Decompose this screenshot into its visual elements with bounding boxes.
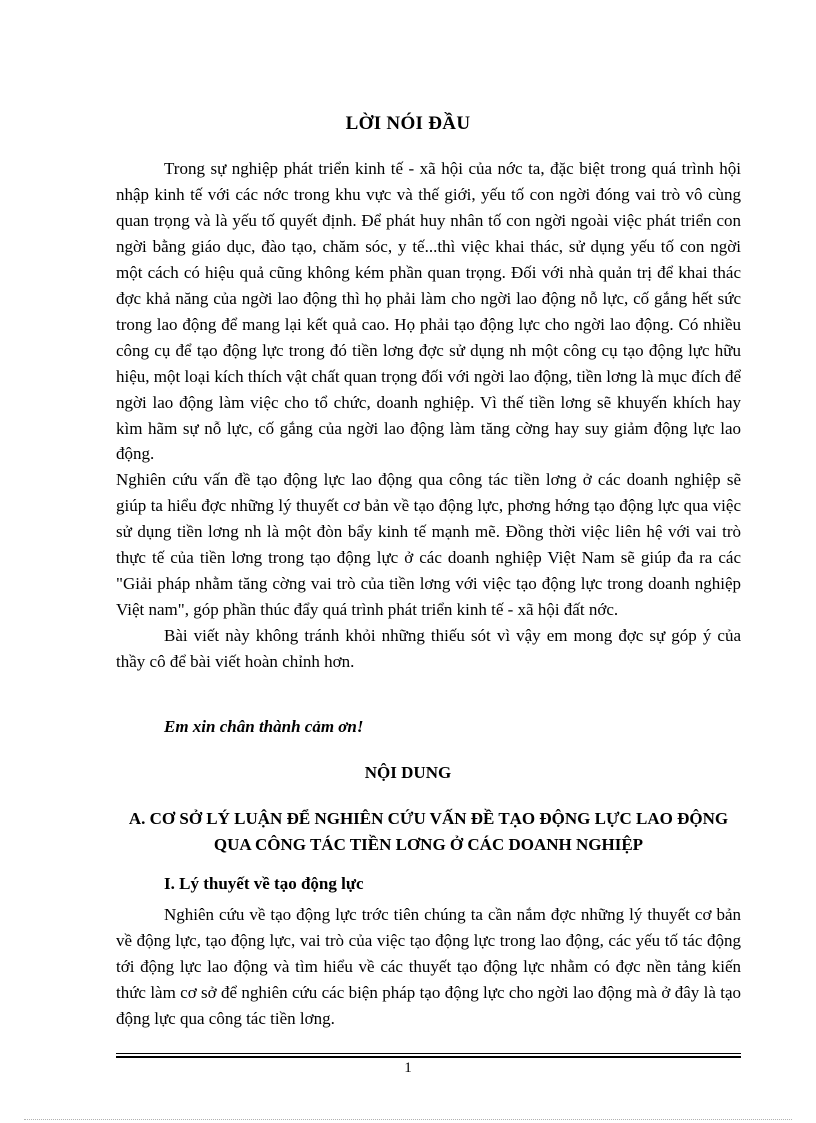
intro-paragraph: Trong sự nghiệp phát triển kinh tế - xã hội của nớc ta, đặc biệt trong quá trình hội nhập kinh tế với các nớc trong khu vực và thế giới, yếu tố con ngời đóng vai trò vô cùng quan trọng và là yếu tố quyết định. Để phát huy nhân tố con ngời ngoài việc phát triển con ngời bằng giáo dục, đào tạo, chăm sóc, y tế...thì việc khai thác, sử dụng yếu tố con ngời một cách có hiệu quả cũng không kém phần quan trọng. Đối với nhà quản trị để khai thác đợc khả năng của ngời lao động thì họ phải làm cho ngời lao động nỗ lực, cố gắng hết sức trong lao động để mang lại kết quả cao. Họ phải tạo động lực cho ngời lao động. Có nhiều công cụ để tạo động lực trong đó tiền lơng đợc sử dụng nh một công cụ tạo động lực hữu hiệu, một loại kích thích vật chất quan trọng đối với ngời lao động, tiền lơng là mục đích để ngời lao động làm việc cho tổ chức, doanh nghiệp. Vì thế tiền lơng sẽ khuyến khích hay kìm hãm sự nỗ lực, cố gắng của ngời lao động làm tăng cờng hay suy giảm động lực lao động. [116, 159, 741, 464]
thanks-line: Em xin chân thành cảm ơn! [164, 717, 364, 736]
section-a-heading: A. CƠ SỞ LÝ LUẬN ĐỂ NGHIÊN CỨU VẤN ĐỀ TẠO ĐỘNG LỰC LAO ĐỘNG QUA CÔNG TÁC TIỀN LƠNG Ở CÁC DOANH NGHIỆP [128, 809, 729, 854]
subsection-body [116, 902, 741, 1032]
page-edge-divider [24, 1119, 792, 1120]
page-number: 1 [404, 1060, 412, 1076]
intro-section [116, 156, 741, 675]
subsection-paragraph: Nghiên cứu về tạo động lực trớc tiên chúng ta cần nắm đợc những lý thuyết cơ bản về động lực, tạo động lực, vai trò của việc tạo động lực trong lao động, các yếu tố tác động tới động lực lao động và tìm hiểu về các thuyết tạo động lực nhằm có đợc nền tảng kiến thức làm cơ sở để nghiên cứu các biện pháp tạo động lực cho ngời lao động mà ở đây là tạo động lực qua công tác tiền lơng. [116, 905, 741, 1028]
footer-rule-thick [116, 1056, 741, 1058]
subsection-heading: I. Lý thuyết về tạo động lực [164, 874, 364, 893]
content-heading: NỘI DUNG [364, 763, 452, 782]
research-paragraph: Nghiên cứu vấn đề tạo động lực lao động qua công tác tiền lơng ở các doanh nghiệp sẽ giúp ta hiểu đợc những lý thuyết cơ bản về tạo động lực, phơng hớng tạo động lực qua việc sử dụng tiền lơng nh là một đòn bẩy kinh tế mạnh mẽ. Đồng thời việc liên hệ với vai trò thực tế của tiền lơng trong tạo động lực ở các doanh nghiệp Việt Nam sẽ giúp đa ra các "Giải pháp nhằm tăng cờng vai trò của tiền lơng với việc tạo động lực trong doanh nghiệp Việt nam", góp phần thúc đẩy quá trình phát triển kinh tế - xã hội đất nớc. [116, 470, 741, 620]
closing-paragraph: Bài viết này không tránh khỏi những thiếu sót vì vậy em mong đợc sự góp ý của thầy cô để bài viết hoàn chỉnh hơn. [116, 626, 741, 672]
footer-rule-thin [116, 1053, 741, 1054]
page-title: LỜI NÓI ĐẦU [345, 113, 471, 134]
